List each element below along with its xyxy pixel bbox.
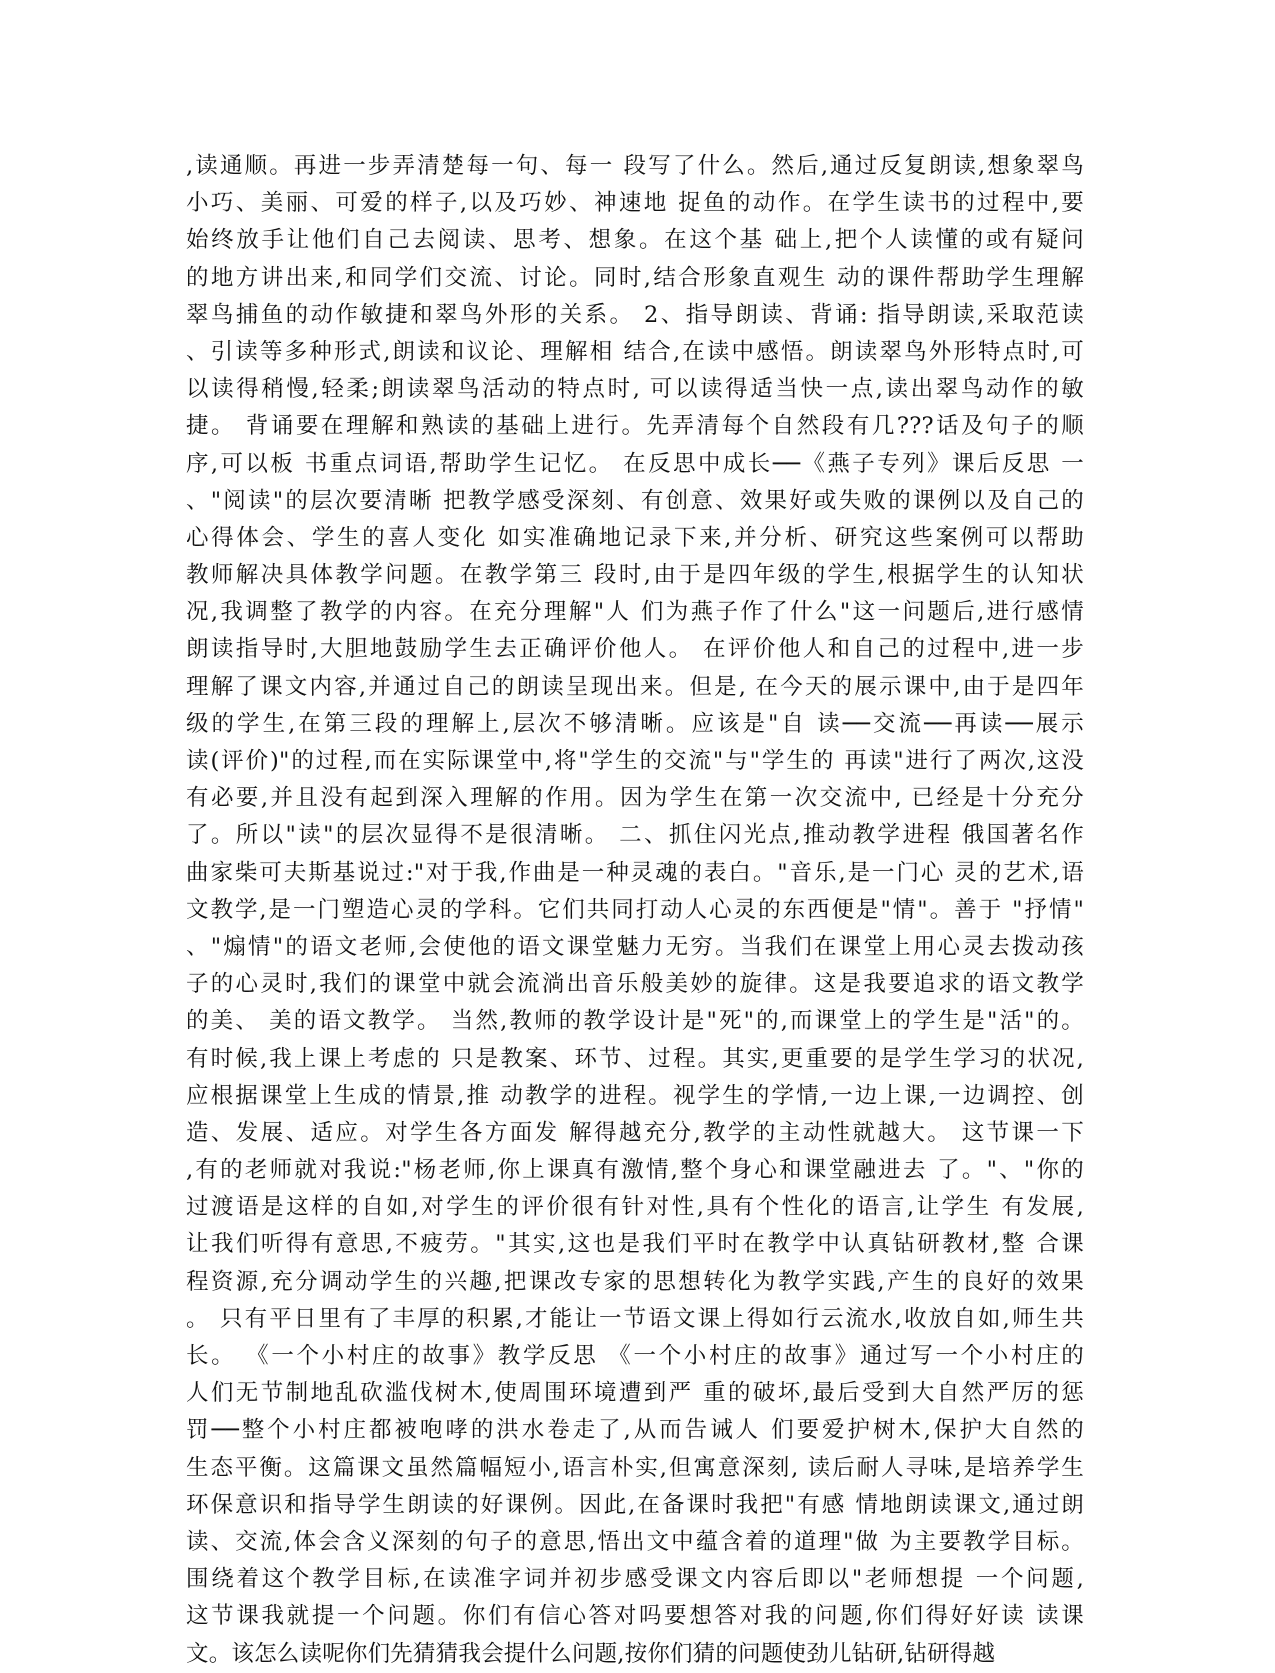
document-page (186, 148, 1084, 1673)
text-line: 文。该怎么读呢你们先猜猜我会提什么问题,按你们猜的问题使劲儿钻研,钻研得越 (186, 1640, 996, 1667)
text-line: 的地方讲出来,和同学们交流、讨论。同时,结合形象直观生 动的课件帮助学生理解 (186, 264, 1084, 291)
text-line: ,有的老师就对我说:"杨老师,你上课真有激情,整个身心和课堂融进去 了。"、"你的 (186, 1157, 1084, 1184)
text-line: 的美、 美的语文教学。 当然,教师的教学设计是"死"的,而课堂上的学生是"活"的。 (186, 1008, 1084, 1035)
text-line: 况,我调整了教学的内容。在充分理解"人 们为燕子作了什么"这一问题后,进行感情 (186, 599, 1084, 626)
text-line: 始终放手让他们自己去阅读、思考、想象。在这个基 础上,把个人读懂的或有疑问 (186, 227, 1084, 254)
text-line: 读、交流,体会含义深刻的句子的意思,悟出文中蕴含着的道理"做 为主要教学目标。 (186, 1528, 1084, 1555)
text-line: 朗读指导时,大胆地鼓励学生去正确评价他人。 在评价他人和自己的过程中,进一步 (186, 636, 1084, 663)
text-line: 围绕着这个教学目标,在读准字词并初步感受课文内容后即以"老师想提 一个问题, (186, 1566, 1084, 1593)
text-line: 有时候,我上课上考虑的 只是教案、环节、过程。其实,更重要的是学生学习的状况, (186, 1045, 1084, 1072)
text-line: 级的学生,在第三段的理解上,层次不够清晰。应该是"自 读──交流──再读──展示 (186, 710, 1084, 737)
text-line: 罚──整个小村庄都被咆哮的洪水卷走了,从而告诫人 们要爱护树木,保护大自然的 (186, 1417, 1084, 1444)
text-line: 子的心灵时,我们的课堂中就会流淌出音乐般美妙的旋律。这是我要追求的语文教学 (186, 971, 1084, 998)
text-line: 翠鸟捕鱼的动作敏捷和翠鸟外形的关系。 2、指导朗读、背诵: 指导朗读,采取范读 (186, 301, 1084, 328)
text-line: 程资源,充分调动学生的兴趣,把课改专家的思想转化为教学实践,产生的良好的效果 (186, 1268, 1084, 1295)
text-line: 应根据课堂上生成的情景,推 动教学的进程。视学生的学情,一边上课,一边调控、创 (186, 1082, 1084, 1109)
text-line: 这节课我就提一个问题。你们有信心答对吗要想答对我的问题,你们得好好读 读课 (186, 1603, 1084, 1630)
text-line: 。 只有平日里有了丰厚的积累,才能让一节语文课上得如行云流水,收放自如,师生共 (186, 1305, 1084, 1332)
text-line: 有必要,并且没有起到深入理解的作用。因为学生在第一次交流中, 已经是十分充分 (186, 785, 1084, 812)
text-line: 、"阅读"的层次要清晰 把教学感受深刻、有创意、效果好或失败的课例以及自己的 (186, 487, 1084, 514)
text-line: 小巧、美丽、可爱的样子,以及巧妙、神速地 捉鱼的动作。在学生读书的过程中,要 (186, 190, 1084, 217)
text-line: 捷。 背诵要在理解和熟读的基础上进行。先弄清每个自然段有几???话及句子的顺 (186, 413, 1084, 440)
text-line: 过渡语是这样的自如,对学生的评价很有针对性,具有个性化的语言,让学生 有发展, (186, 1194, 1084, 1221)
text-line: 文教学,是一门塑造心灵的学科。它们共同打动人心灵的东西便是"情"。善于 "抒情" (186, 896, 1084, 923)
text-line: 序,可以板 书重点词语,帮助学生记忆。 在反思中成长──《燕子专列》课后反思 一 (186, 450, 1084, 477)
text-line: 让我们听得有意思,不疲劳。"其实,这也是我们平时在教学中认真钻研教材,整 合课 (186, 1231, 1084, 1258)
text-line: 理解了课文内容,并通过自己的朗读呈现出来。但是, 在今天的展示课中,由于是四年 (186, 673, 1084, 700)
text-line: 长。 《一个小村庄的故事》教学反思 《一个小村庄的故事》通过写一个小村庄的 (186, 1343, 1084, 1369)
text-line: 了。所以"读"的层次显得不是很清晰。 二、抓住闪光点,推动教学进程 俄国著名作 (186, 822, 1084, 849)
text-line: 环保意识和指导学生朗读的好课例。因此,在备课时我把"有感 情地朗读课文,通过朗 (186, 1491, 1084, 1518)
text-line: 人们无节制地乱砍滥伐树木,使周围环境遭到严 重的破坏,最后受到大自然严厉的惩 (186, 1380, 1084, 1407)
text-line: ,读通顺。再进一步弄清楚每一句、每一 段写了什么。然后,通过反复朗读,想象翠鸟 (186, 153, 1084, 179)
text-line: 心得体会、学生的喜人变化 如实准确地记录下来,并分析、研究这些案例可以帮助 (186, 524, 1084, 551)
text-line: 以读得稍慢,轻柔;朗读翠鸟活动的特点时, 可以读得适当快一点,读出翠鸟动作的敏 (186, 376, 1084, 403)
text-line: 、"煽情"的语文老师,会使他的语文课堂魅力无穷。当我们在课堂上用心灵去拨动孩 (186, 933, 1084, 960)
text-line: 曲家柴可夫斯基说过:"对于我,作曲是一种灵魂的表白。"音乐,是一门心 灵的艺术,语 (186, 859, 1084, 886)
text-line: 生态平衡。这篇课文虽然篇幅短小,语言朴实,但寓意深刻, 读后耐人寻味,是培养学生 (186, 1454, 1084, 1481)
text-line: 读(评价)"的过程,而在实际课堂中,将"学生的交流"与"学生的 再读"进行了两次,这没 (186, 748, 1084, 774)
text-line: 造、发展、适应。对学生各方面发 解得越充分,教学的主动性就越大。 这节课一下 (186, 1119, 1084, 1146)
text-line: 教师解决具体教学问题。在教学第三 段时,由于是四年级的学生,根据学生的认知状 (186, 562, 1084, 589)
text-line: 、引读等多种形式,朗读和议论、理解相 结合,在读中感悟。朗读翠鸟外形特点时,可 (186, 338, 1084, 365)
